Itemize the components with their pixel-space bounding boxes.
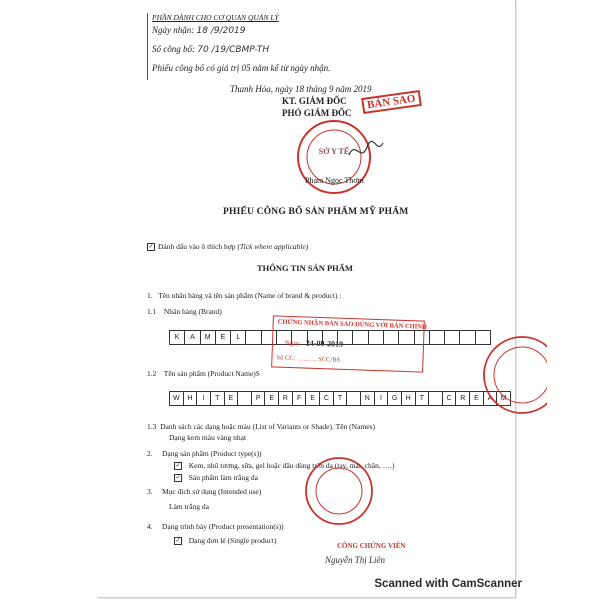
letter-cell <box>238 392 252 405</box>
department-line: PHẦN DÀNH CHO CƠ QUAN QUẢN LÝ <box>152 13 279 22</box>
letter-cell: E <box>216 331 231 344</box>
letter-cell: R <box>456 392 470 405</box>
partial-seal-icon <box>477 330 547 420</box>
certification-stamp: CHỨNG NHẬN BẢN SAO ĐÚNG VỚI BẢN CHÍNH Ngày: 24-09-2019 Số CC: ……… SCC/BS <box>271 315 425 372</box>
item-3-value: Làm trắng da <box>169 502 209 511</box>
validity-note: Phiếu công bố có giá trị 05 năm kể từ ngày nhận. <box>152 63 331 73</box>
letter-cell: M <box>500 395 507 402</box>
letter-cell: K <box>170 331 185 344</box>
received-date: Ngày nhận: 18 /9/2019 <box>152 25 246 36</box>
letter-cell: E <box>306 392 320 405</box>
letter-cell: E <box>265 392 279 405</box>
publication-number: Số công bố: 70 /19/CBMP-TH <box>152 44 270 55</box>
item-1-3: 1.3 Danh sách các dạng hoặc màu (List of Variants or Shade). Tên (Names) <box>147 422 375 431</box>
letter-cell <box>460 331 475 344</box>
section-title: THÔNG TIN SẢN PHẨM <box>257 263 353 273</box>
item-1-2: 1.2 Tên sản phẩm (Product Name)S <box>147 369 260 378</box>
letter-cell: I <box>375 392 389 405</box>
document-title: PHIẾU CÔNG BỐ SẢN PHẨM MỸ PHẨM <box>223 207 409 217</box>
letter-cell <box>445 331 460 344</box>
letter-cell: G <box>388 392 402 405</box>
letter-cell: P <box>252 392 266 405</box>
variant-value: Dạng kem màu vàng nhạt <box>169 433 247 442</box>
letter-cell: E <box>470 392 484 405</box>
letter-cell: N <box>361 392 375 405</box>
notary-seal-icon <box>303 455 375 527</box>
letter-cell: E <box>225 392 239 405</box>
signer-role-1: KT. GIÁM ĐỐC <box>282 96 347 106</box>
letter-cell: A <box>484 392 498 405</box>
letter-cell <box>429 392 443 405</box>
checkbox-icon: ✓ <box>175 475 181 482</box>
letter-cell <box>246 331 261 344</box>
copy-stamp: BẢN SAO <box>361 90 421 114</box>
letter-cell: T <box>416 392 430 405</box>
scanner-watermark: Scanned with CamScanner <box>374 578 522 590</box>
letter-cell: L <box>231 331 246 344</box>
signer-name: Phạm Ngọc Thơm <box>305 176 364 185</box>
item-4: 4. Dạng trình bày (Product presentation(s)) <box>147 522 284 531</box>
notary-name: Nguyễn Thị Liên <box>325 555 385 565</box>
place-date: Thanh Hóa, ngày 18 tháng 9 năm 2019 <box>230 84 372 94</box>
item-2-option-2: ✓ Sản phẩm làm trắng da <box>175 473 258 482</box>
letter-cell: R <box>279 392 293 405</box>
letter-cell <box>347 392 361 405</box>
letter-cell: A <box>185 331 200 344</box>
item-2-option-1: ✓ Kem, nhũ tương, sữa, gel hoặc dầu dùng trên da (tay, mặt, chân, ….) <box>175 461 395 470</box>
document-page <box>97 0 516 598</box>
checkbox-icon: ✓ <box>148 244 154 251</box>
item-4-option-1: ✓ Dạng đơn lẻ (Single product) <box>175 536 277 545</box>
letter-cell: W <box>170 392 184 405</box>
item-1-1: 1.1 Nhãn hàng (Brand) <box>147 307 222 316</box>
checkbox-icon: ✓ <box>175 538 181 545</box>
letter-cell: M <box>201 331 216 344</box>
letter-cell: H <box>402 392 416 405</box>
letter-cell: C <box>320 392 334 405</box>
product-letter-grid <box>169 391 511 406</box>
letter-cell <box>430 331 445 344</box>
item-2: 2. Dạng sản phẩm (Product type(s)) <box>147 449 262 458</box>
letter-cell: H <box>184 392 198 405</box>
letter-cell: I <box>197 392 211 405</box>
notary-title: CÔNG CHỨNG VIÊN <box>337 542 406 550</box>
seal-text: SỞ Y TẾ <box>318 147 350 156</box>
letter-cell: F <box>293 392 307 405</box>
signature-icon <box>347 135 387 165</box>
item-3: 3. Mục đích sử dụng (Intended use) <box>147 487 262 496</box>
letter-cell: C <box>443 392 457 405</box>
letter-cell: T <box>334 392 348 405</box>
letter-cell: T <box>211 392 225 405</box>
item-1: 1. Tên nhãn hàng và tên sản phẩm (Name of brand & product) : <box>147 291 342 300</box>
admin-section <box>147 13 448 80</box>
tick-note: ✓ Đánh dấu vào ô thích hợp (Tick where applicable) <box>148 242 309 251</box>
checkbox-icon: ✓ <box>175 463 181 470</box>
signer-role-2: PHÓ GIÁM ĐỐC <box>282 108 352 118</box>
